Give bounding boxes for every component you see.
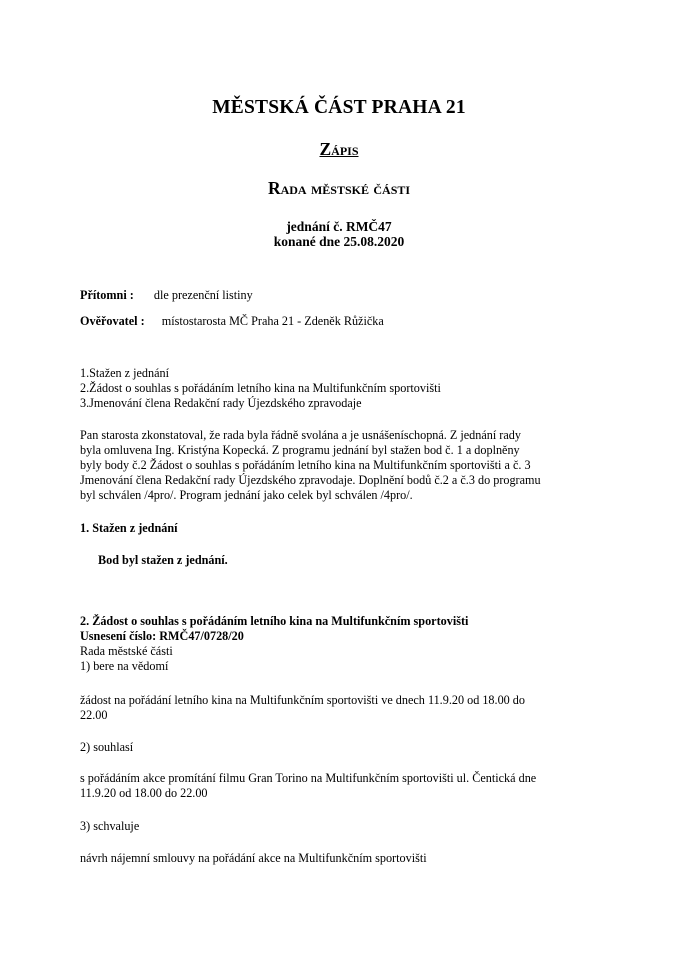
verifier-value: místostarosta MČ Praha 21 - Zdeněk Růžička [161, 314, 384, 328]
intro-line: Pan starosta zkonstatoval, že rada byla řádně svolána a je usnášeníschopná. Z jednání rady [80, 428, 521, 442]
item2-point2-line: s pořádáním akce promítání filmu Gran Torino na Multifunkčním sportovišti ul. Čentická dne [80, 771, 537, 785]
intro-line: Jmenování člena Redakční rady Újezdského zpravodaje. Doplnění bodů č.2 a č.3 do programu [80, 473, 541, 487]
body-name: Rada městské části [267, 178, 411, 198]
item2-point1-line: 22.00 [80, 708, 108, 722]
intro-line: byl schválen /4pro/. Program jednání jako celek byl schválen /4pro/. [80, 488, 413, 502]
item2-point2-label: 2) souhlasí [80, 740, 134, 754]
item2-point3-text: návrh nájemní smlouvy na pořádání akce na Multifunkčním sportovišti [80, 851, 427, 865]
verifier-label: Ověřovatel : [80, 314, 145, 328]
session-date: konané dne 25.08.2020 [273, 234, 405, 249]
page-title: MĚSTSKÁ ČÁST PRAHA 21 [212, 97, 466, 118]
item1-heading: 1. Stažen z jednání [80, 521, 178, 535]
attendance-present [80, 288, 253, 303]
item2-point3-label: 3) schvaluje [80, 819, 140, 833]
item2-point2-line: 11.9.20 od 18.00 do 22.00 [80, 786, 208, 800]
item2-resolution: Usnesení číslo: RMČ47/0728/20 [80, 629, 244, 643]
document-type: Zápis [319, 139, 359, 159]
item2-body: Rada městské části [80, 644, 173, 658]
item2-point1-label: 1) bere na vědomí [80, 659, 169, 673]
intro-line: byla omluvena Ing. Kristýna Kopecká. Z programu jednání byl stažen bod č. 1 a doplněny [80, 443, 520, 457]
present-label: Přítomni : [80, 288, 134, 302]
item2-heading: 2. Žádost o souhlas s pořádáním letního kina na Multifunkčním sportovišti [80, 614, 469, 628]
agenda-item: 3.Jmenování člena Redakční rady Újezdského zpravodaje [80, 396, 362, 410]
present-value: dle prezenční listiny [153, 288, 253, 302]
session-number: jednání č. RMČ47 [286, 219, 392, 234]
attendance-verifier [80, 314, 384, 329]
agenda-item: 2.Žádost o souhlas s pořádáním letního kina na Multifunkčním sportovišti [80, 381, 441, 395]
agenda-item: 1.Stažen z jednání [80, 366, 170, 380]
intro-line: byly body č.2 Žádost o souhlas s pořádáním letního kina na Multifunkčním sportovišti a č. 3 [80, 458, 531, 472]
item2-point1-line: žádost na pořádání letního kina na Multifunkčním sportovišti ve dnech 11.9.20 od 18.00 do [80, 693, 525, 707]
item1-note: Bod byl stažen z jednání. [98, 553, 228, 567]
